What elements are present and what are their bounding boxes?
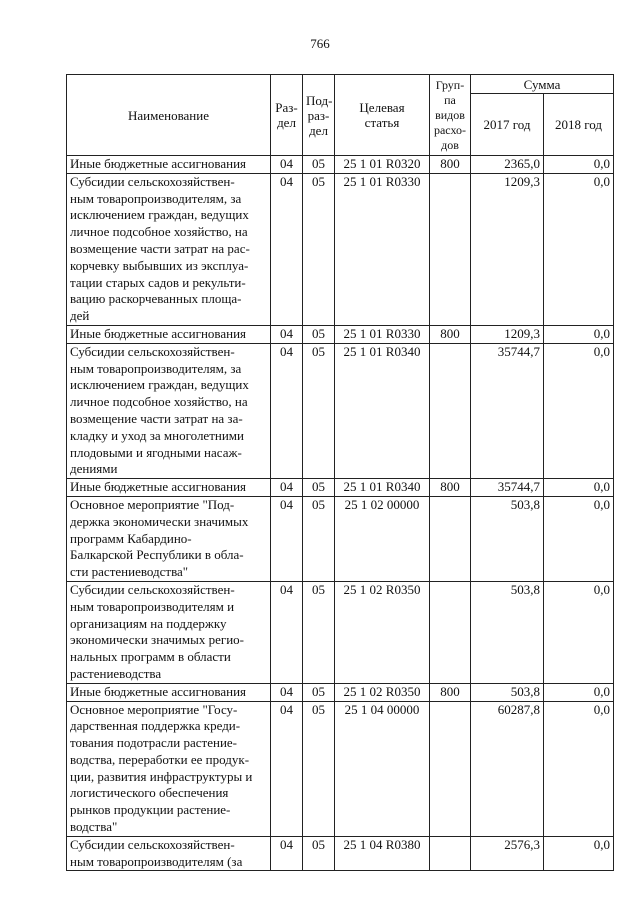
cell-section: 04 [271,701,303,836]
cell-target: 25 1 01 R0330 [335,325,430,343]
cell-sum-2018: 0,0 [544,581,614,683]
cell-sum-2018: 0,0 [544,173,614,325]
cell-sum-2017: 2576,3 [471,836,544,871]
table-body [67,156,614,871]
cell-sum-2017: 35744,7 [471,479,544,497]
cell-group [430,343,471,478]
cell-group: 800 [430,479,471,497]
cell-target: 25 1 02 R0350 [335,683,430,701]
cell-section: 04 [271,156,303,174]
cell-section: 04 [271,325,303,343]
cell-name: Субсидии сельскохозяйствен- ным товаропроизводителям (за [67,836,271,871]
cell-name: Иные бюджетные ассигнования [67,156,271,174]
cell-name: Основное мероприятие "Госу- дарственная поддержка креди- тования подотрасли растение- водства, переработки ее продук- ции, развития инфраструктуры и логистического обеспечения рынков продукции растение- водства" [67,701,271,836]
cell-group: 800 [430,325,471,343]
cell-group [430,173,471,325]
header-year-2018: 2018 год [544,94,614,156]
table-row [67,836,614,871]
cell-target: 25 1 01 R0340 [335,343,430,478]
cell-name: Субсидии сельскохозяйствен- ным товаропроизводителям, за исключением граждан, ведущих личное подсобное хозяйство, на возмещение части затрат на рас- корчевку выбывших из эксплуа- тации старых садов и рекульти- вацию раскорчеванных площа- дей [67,173,271,325]
cell-sum-2018: 0,0 [544,343,614,478]
cell-group [430,836,471,871]
cell-name: Субсидии сельскохозяйствен- ным товаропроизводителям и организациям на поддержку экономически значимых регио- нальных программ в области растениеводства [67,581,271,683]
header-name: Наименование [67,75,271,156]
table-row [67,173,614,325]
cell-target: 25 1 04 R0380 [335,836,430,871]
cell-sum-2017: 60287,8 [471,701,544,836]
table-row [67,156,614,174]
table-row [67,325,614,343]
cell-name: Субсидии сельскохозяйствен- ным товаропроизводителям, за исключением граждан, ведущих личное подсобное хозяйство, на возмещение части затрат на за- кладку и уход за многолетними плодовыми и ягодными насаж- дениями [67,343,271,478]
cell-target: 25 1 02 R0350 [335,581,430,683]
cell-subsection: 05 [303,683,335,701]
header-subsection: Под- раз- дел [303,75,335,156]
cell-target: 25 1 01 R0330 [335,173,430,325]
table-row [67,343,614,478]
cell-group [430,496,471,581]
cell-name: Иные бюджетные ассигнования [67,325,271,343]
cell-sum-2018: 0,0 [544,325,614,343]
cell-group: 800 [430,156,471,174]
cell-subsection: 05 [303,156,335,174]
cell-name: Иные бюджетные ассигнования [67,683,271,701]
cell-target: 25 1 04 00000 [335,701,430,836]
cell-subsection: 05 [303,343,335,478]
table-row [67,496,614,581]
cell-subsection: 05 [303,479,335,497]
cell-subsection: 05 [303,701,335,836]
cell-sum-2018: 0,0 [544,496,614,581]
header-sum: Сумма [471,75,614,94]
page-number: 766 [310,36,330,51]
cell-section: 04 [271,173,303,325]
cell-sum-2018: 0,0 [544,683,614,701]
cell-sum-2017: 1209,3 [471,173,544,325]
cell-group [430,701,471,836]
cell-group: 800 [430,683,471,701]
cell-sum-2017: 2365,0 [471,156,544,174]
cell-section: 04 [271,343,303,478]
cell-section: 04 [271,836,303,871]
cell-target: 25 1 02 00000 [335,496,430,581]
cell-section: 04 [271,496,303,581]
table-row [67,701,614,836]
cell-section: 04 [271,479,303,497]
cell-target: 25 1 01 R0340 [335,479,430,497]
header-section: Раз- дел [271,75,303,156]
cell-group [430,581,471,683]
header-target: Целевая статья [335,75,430,156]
cell-section: 04 [271,581,303,683]
cell-sum-2017: 503,8 [471,581,544,683]
cell-section: 04 [271,683,303,701]
cell-sum-2017: 1209,3 [471,325,544,343]
cell-sum-2017: 503,8 [471,683,544,701]
cell-sum-2018: 0,0 [544,836,614,871]
cell-sum-2017: 503,8 [471,496,544,581]
cell-target: 25 1 01 R0320 [335,156,430,174]
table-header [67,75,614,156]
table-row [67,683,614,701]
cell-subsection: 05 [303,325,335,343]
cell-sum-2018: 0,0 [544,156,614,174]
cell-name: Иные бюджетные ассигнования [67,479,271,497]
header-year-2017: 2017 год [471,94,544,156]
cell-sum-2018: 0,0 [544,479,614,497]
table-row [67,581,614,683]
cell-subsection: 05 [303,836,335,871]
cell-subsection: 05 [303,581,335,683]
cell-subsection: 05 [303,496,335,581]
budget-table [66,74,614,871]
header-group: Груп- па видов расхо- дов [430,75,471,156]
cell-sum-2018: 0,0 [544,701,614,836]
table-row [67,479,614,497]
cell-name: Основное мероприятие "Под- держка экономически значимых программ Кабардино- Балкарской Республики в обла- сти растениеводства" [67,496,271,581]
cell-sum-2017: 35744,7 [471,343,544,478]
cell-subsection: 05 [303,173,335,325]
